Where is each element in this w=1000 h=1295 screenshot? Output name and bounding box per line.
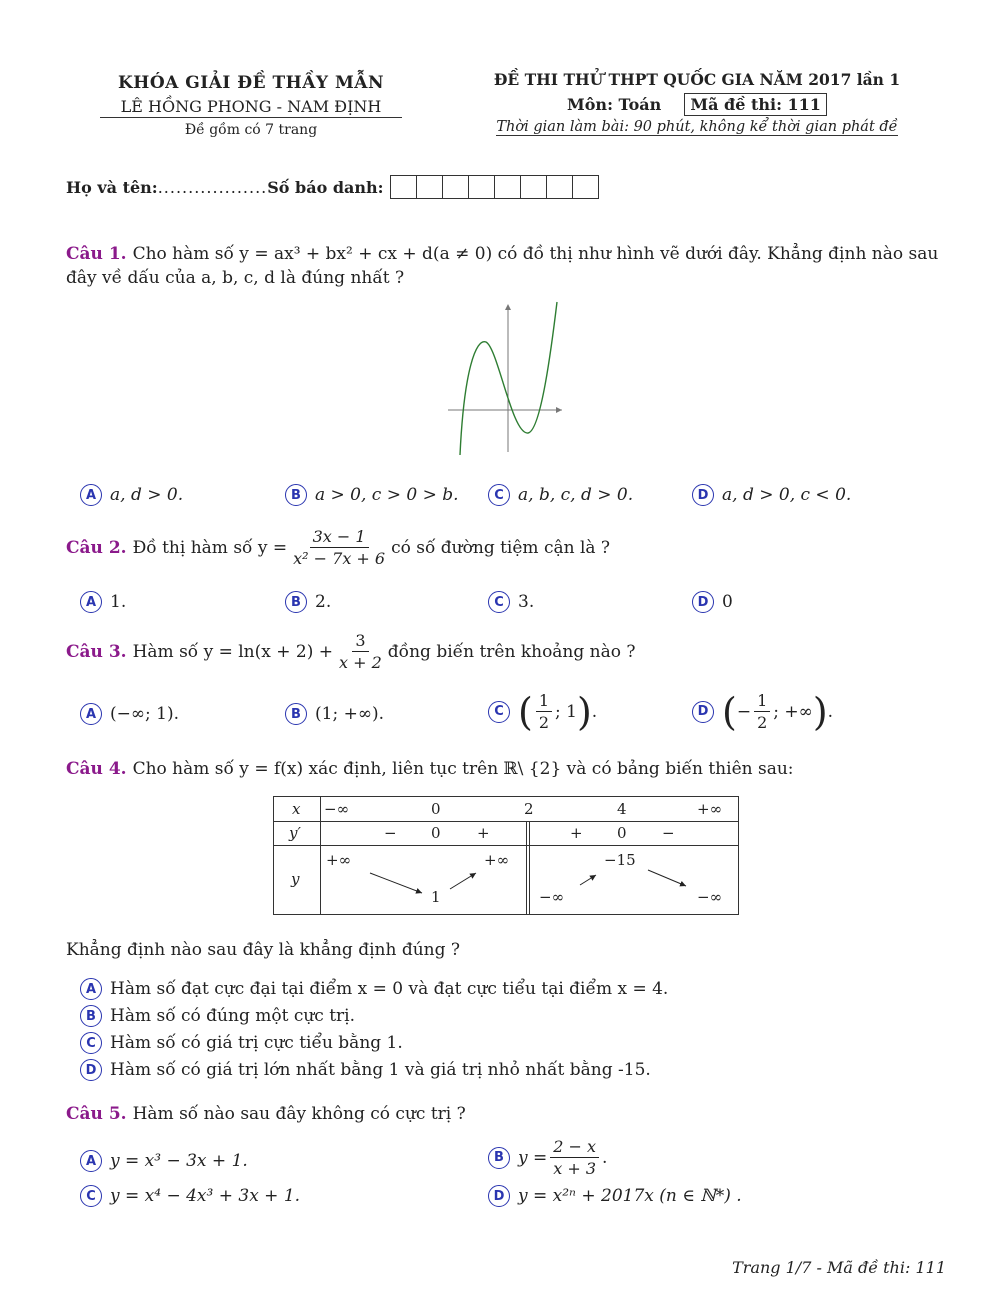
id-box[interactable]: [417, 176, 443, 198]
minus-sign: −: [736, 701, 752, 722]
question-text-post: có số đường tiệm cận là ?: [391, 537, 611, 558]
option-letter: D: [692, 701, 714, 723]
arrow-up: [580, 875, 596, 885]
option-letter: C: [488, 591, 510, 613]
id-box[interactable]: [495, 176, 521, 198]
q5-option-b[interactable]: [488, 1136, 607, 1179]
option-text: ; +∞: [773, 701, 813, 722]
option-letter: D: [488, 1185, 510, 1207]
option-letter: B: [285, 484, 307, 506]
name-label: Họ và tên:: [66, 177, 158, 197]
arrow-up: [450, 873, 476, 889]
exam-code: Mã đề thi: 111: [684, 93, 827, 116]
y-value: +∞: [326, 851, 352, 869]
question-label: Câu 3.: [66, 641, 127, 662]
y-value: −15: [604, 851, 636, 869]
option-letter: A: [80, 978, 102, 1000]
header-left: [100, 73, 402, 138]
option-letter: C: [80, 1032, 102, 1054]
cubic-graph: [440, 300, 570, 460]
y-value: −∞: [539, 888, 565, 906]
exam-title: ĐỀ THI THỬ THPT QUỐC GIA NĂM 2017 lần 1: [493, 70, 901, 89]
question-text: Hàm số nào sau đây không có cực trị ?: [132, 1104, 466, 1124]
option-text: Hàm số đạt cực đại tại điểm x = 0 và đạt cực tiểu tại điểm x = 4.: [110, 979, 669, 999]
q5-option-c[interactable]: [80, 1185, 300, 1207]
sign: +: [477, 824, 490, 842]
option-letter: A: [80, 703, 102, 725]
y-axis-arrow: [505, 304, 511, 310]
variation-table: [273, 796, 739, 915]
sign: −: [662, 824, 675, 842]
period: .: [827, 701, 834, 722]
arrow-down: [370, 873, 422, 893]
student-info-row: [66, 175, 599, 199]
variation-arrows: [274, 845, 738, 914]
fraction-denominator: x² − 7x + 6: [293, 549, 386, 568]
option-letter: C: [488, 701, 510, 723]
header-right: [462, 70, 932, 136]
option-text: a, d > 0.: [110, 485, 184, 505]
option-text: Hàm số có giá trị cực tiểu bằng 1.: [110, 1033, 403, 1053]
sign: +: [570, 824, 583, 842]
question-3: [66, 630, 636, 673]
sign: 0: [431, 824, 441, 842]
option-letter: A: [80, 1150, 102, 1172]
y-value: −∞: [697, 888, 723, 906]
option-letter: B: [285, 591, 307, 613]
q2-option-a[interactable]: [80, 591, 126, 613]
option-text: Hàm số có giá trị lớn nhất bằng 1 và giá trị nhỏ nhất bằng -15.: [110, 1060, 651, 1080]
q3-option-c[interactable]: [488, 690, 597, 733]
y-value: +∞: [484, 851, 510, 869]
option-text: (−∞; 1).: [110, 704, 180, 724]
q4-option-b[interactable]: [80, 1005, 355, 1027]
x-value: 0: [431, 800, 441, 818]
school-subtitle: LÊ HỒNG PHONG - NAM ĐỊNH: [100, 97, 402, 118]
q5-option-a[interactable]: [80, 1150, 248, 1172]
option-letter: A: [80, 484, 102, 506]
id-label: Số báo danh:: [267, 177, 384, 197]
option-text: 2.: [315, 592, 332, 612]
fraction-denominator: x + 2: [339, 653, 382, 672]
option-text: y = x⁴ − 4x³ + 3x + 1.: [110, 1186, 301, 1206]
question-text-post: đồng biến trên khoảng nào ?: [387, 641, 636, 662]
arrow-down: [648, 870, 686, 886]
period: .: [591, 701, 598, 722]
q4-option-d[interactable]: [80, 1059, 651, 1081]
page-count: Đề gồm có 7 trang: [184, 122, 318, 138]
subject-row: [462, 93, 932, 116]
question-4: [66, 757, 794, 781]
x-label: x: [292, 800, 301, 818]
question-5: [66, 1102, 466, 1126]
question-1: [66, 242, 946, 290]
paren-close: ): [812, 689, 828, 734]
q5-option-d[interactable]: [488, 1185, 742, 1207]
fraction-denominator: 2: [538, 713, 550, 732]
option-text: Hàm số có đúng một cực trị.: [110, 1006, 356, 1026]
q4-option-a[interactable]: [80, 978, 668, 1000]
fraction-numerator: 1: [754, 690, 770, 712]
question-text: Cho hàm số y = ax³ + bx² + cx + d(a ≠ 0) có đồ thị như hình vẽ dưới đây. Khẳng định nào sau: [132, 244, 939, 264]
fraction-numerator: 1: [536, 690, 552, 712]
fraction: [536, 690, 552, 733]
x-value: −∞: [324, 800, 350, 818]
q1-option-c[interactable]: [488, 484, 633, 506]
question-label: Câu 2.: [66, 537, 127, 558]
sign: −: [384, 824, 397, 842]
x-value: +∞: [697, 800, 723, 818]
fraction-denominator: 2: [757, 713, 768, 732]
x-value: 4: [617, 800, 627, 818]
y-value: 1: [431, 888, 441, 906]
option-text: 1.: [110, 592, 127, 612]
question-text: Cho hàm số y = f(x) xác định, liên tục trên ℝ\ {2} và có bảng biến thiên sau:: [132, 759, 794, 779]
option-text: 0: [722, 592, 733, 612]
fraction-denominator: x + 3: [553, 1159, 597, 1178]
q3-option-b[interactable]: [285, 703, 384, 725]
option-text: y = x³ − 3x + 1.: [110, 1151, 248, 1171]
option-text: a > 0, c > 0 > b.: [315, 485, 459, 505]
question-label: Câu 4.: [66, 759, 127, 779]
school-name: KHÓA GIẢI ĐỀ THẦY MẪN: [117, 73, 385, 93]
option-text: a, b, c, d > 0.: [518, 485, 634, 505]
q3-option-d[interactable]: [692, 690, 833, 733]
id-box[interactable]: [469, 176, 495, 198]
paren-open: (: [518, 689, 533, 734]
option-text: 3.: [518, 592, 535, 612]
q4-option-c[interactable]: [80, 1032, 403, 1054]
time-limit: Thời gian làm bài: 90 phút, không kể thời gian phát đề: [496, 119, 898, 135]
q1-option-b[interactable]: [285, 484, 459, 506]
question-text: Đồ thị hàm số y =: [132, 537, 288, 558]
option-letter: C: [80, 1185, 102, 1207]
option-letter: A: [80, 591, 102, 613]
id-box[interactable]: [521, 176, 547, 198]
option-text: a, d > 0, c < 0.: [722, 485, 852, 505]
option-letter: B: [488, 1147, 510, 1169]
id-box[interactable]: [443, 176, 469, 198]
sign: 0: [617, 824, 627, 842]
question-2: [66, 526, 610, 569]
q2-option-b[interactable]: [285, 591, 331, 613]
option-letter: B: [285, 703, 307, 725]
q2-option-c[interactable]: [488, 591, 534, 613]
table-divider: [274, 821, 738, 822]
option-text: y =: [518, 1147, 548, 1168]
fraction: [290, 526, 388, 569]
id-boxes[interactable]: [390, 175, 599, 199]
fraction: [754, 690, 770, 733]
question-text: Hàm số y = ln(x + 2) +: [132, 641, 334, 662]
question-label: Câu 5.: [66, 1104, 127, 1124]
id-box[interactable]: [573, 176, 598, 198]
paren-open: (: [722, 689, 737, 734]
period: .: [602, 1147, 608, 1168]
y-label: y: [291, 870, 300, 888]
q1-option-a[interactable]: [80, 484, 183, 506]
page-footer: Trang 1/7 - Mã đề thi: 111: [732, 1258, 946, 1277]
fraction-numerator: 2 − x: [550, 1136, 599, 1158]
option-letter: C: [488, 484, 510, 506]
yp-label: y′: [289, 824, 301, 842]
fraction-numerator: 3: [352, 630, 368, 652]
fraction: [336, 630, 385, 673]
x-value: 2: [524, 800, 534, 818]
id-box[interactable]: [391, 176, 417, 198]
id-box[interactable]: [547, 176, 573, 198]
q2-option-d[interactable]: [692, 591, 733, 613]
paren-close: ): [576, 689, 592, 734]
fraction-numerator: 3x − 1: [310, 526, 369, 548]
option-letter: D: [80, 1059, 102, 1081]
x-axis-arrow: [556, 407, 562, 413]
subject: Môn: Toán: [567, 95, 662, 114]
option-text: y = x²ⁿ + 2017x (n ∈ ℕ*) .: [518, 1186, 742, 1206]
question-text-cont: đây về dấu của a, b, c, d là đúng nhất ?: [66, 268, 405, 288]
option-text: ; 1: [555, 701, 577, 722]
option-letter: B: [80, 1005, 102, 1027]
q3-option-a[interactable]: [80, 703, 179, 725]
question-4-followup: Khẳng định nào sau đây là khẳng định đúng ?: [66, 940, 460, 960]
question-label: Câu 1.: [66, 244, 127, 264]
fraction: [550, 1136, 599, 1179]
q1-option-d[interactable]: [692, 484, 851, 506]
option-letter: D: [692, 484, 714, 506]
option-text: (1; +∞).: [315, 704, 385, 724]
option-letter: D: [692, 591, 714, 613]
name-field[interactable]: ..................: [157, 177, 268, 197]
